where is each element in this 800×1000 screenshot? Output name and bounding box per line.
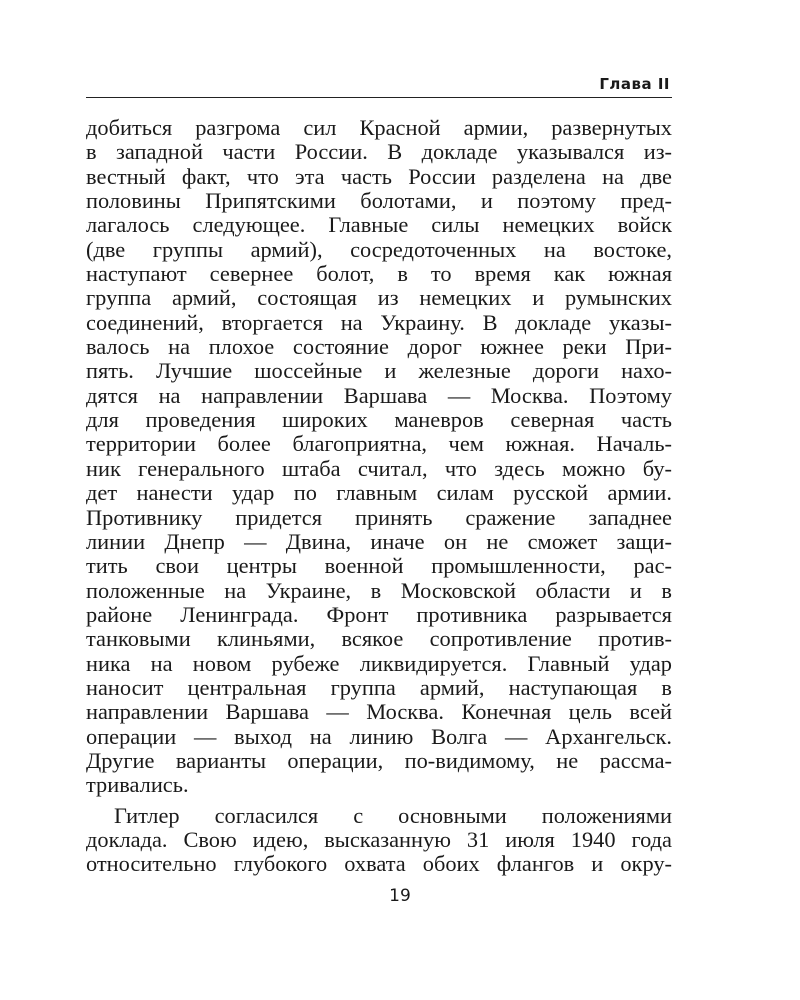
text-line: относительно глубокого охвата обоих флангов и окру- (86, 851, 672, 877)
text-line: операции — выход на линию Волга — Архангельск. (86, 723, 672, 749)
text-line: территории более благоприятна, чем южная. Началь- (86, 431, 672, 457)
text-line: в западной части России. В докладе указывался из- (86, 139, 672, 165)
text-line: (две группы армий), сосредоточенных на востоке, (86, 236, 672, 262)
text-line: Противнику придется принять сражение западнее (86, 504, 672, 530)
text-line: наступают севернее болот, в то время как южная (86, 261, 672, 287)
text-line: доклада. Свою идею, высказанную 31 июля 1940 года (86, 826, 672, 852)
paragraph (86, 116, 672, 804)
text-line: группа армий, состоящая из немецких и румынских (86, 285, 672, 311)
text-line: танковыми клиньями, всякое сопротивление против- (86, 626, 672, 652)
text-line: добиться разгрома сил Красной армии, развернутых (86, 115, 672, 140)
text-line: половины Припятскими болотами, и поэтому пред- (86, 188, 672, 214)
text-line: соединений, вторгается на Украину. В докладе указы- (86, 309, 672, 335)
text-line: вестный факт, что эта часть России разделена на две (86, 163, 672, 189)
main-text (86, 116, 672, 877)
text-line: районе Ленинграда. Фронт противника разрывается (86, 601, 672, 627)
text-line: линии Днепр — Двина, иначе он не сможет защи- (86, 528, 672, 554)
text-line: ник генерального штаба считал, что здесь можно бу- (86, 455, 672, 481)
text-line: направлении Варшава — Москва. Конечная цель всей (86, 699, 672, 725)
text-line: ника на новом рубеже ликвидируется. Главный удар (86, 650, 672, 676)
text-line: тривались. (86, 772, 189, 798)
text-line: Другие варианты операции, по-видимому, не рассма- (86, 747, 672, 773)
text-line: дет нанести удар по главным силам русской армии. (86, 480, 672, 506)
text-line: дятся на направлении Варшава — Москва. Поэтому (86, 382, 672, 408)
chapter-title: Глава II (599, 75, 670, 93)
text-line: для проведения широких маневров северная часть (86, 407, 672, 433)
page-number: 19 (389, 886, 411, 906)
text-line: пять. Лучшие шоссейные и железные дороги нахо- (86, 358, 672, 384)
text-line: наносит центральная группа армий, наступающая в (86, 674, 672, 700)
paragraph (86, 804, 672, 877)
running-header (86, 72, 672, 98)
text-line: Гитлер согласился с основными положениями (114, 802, 672, 828)
text-line: лагалось следующее. Главные силы немецких войск (86, 212, 672, 238)
text-line: тить свои центры военной промышленности, рас- (86, 553, 672, 579)
text-line: положенные на Украине, в Московской области и в (86, 577, 672, 603)
text-line: валось на плохое состояние дорог южнее реки При- (86, 334, 672, 360)
